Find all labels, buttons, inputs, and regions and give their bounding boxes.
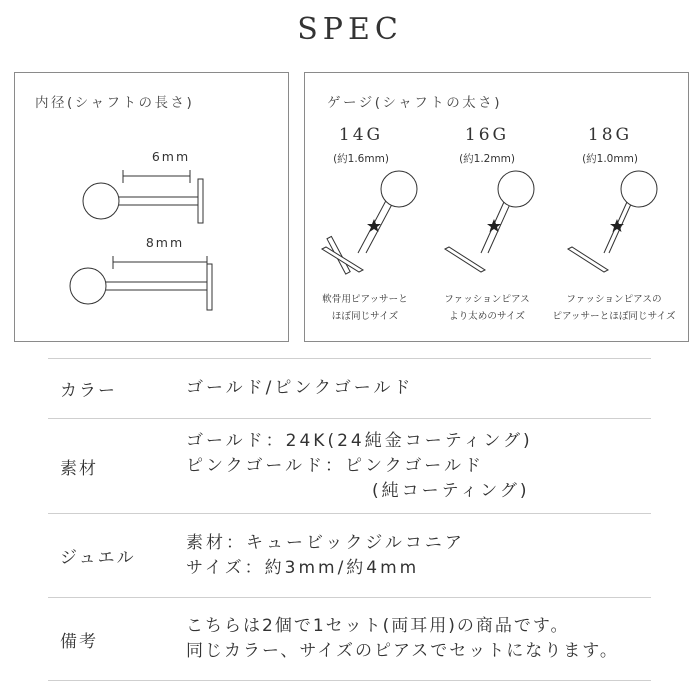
shaft-length-panel bbox=[14, 72, 289, 342]
gauge-mm-16g: (約1.2mm) bbox=[459, 153, 515, 165]
spec-row-material bbox=[48, 418, 651, 513]
spec-row-color bbox=[48, 358, 651, 418]
length-label-6mm: 6mm bbox=[151, 149, 191, 164]
piercing-16g-illustration bbox=[481, 171, 534, 253]
gauge-mm-18g: (約1.0mm) bbox=[582, 153, 638, 165]
spec-value: ゴールド：24K(24純金コーティング) ピンクゴールド：ピンクゴールド (純コーティング) bbox=[186, 430, 533, 501]
gauge-panel bbox=[304, 72, 689, 342]
shaft-length-title: 内径(シャフトの長さ) bbox=[35, 95, 195, 111]
piercing-18g-illustration bbox=[604, 171, 657, 253]
shaft-length-figure bbox=[15, 73, 290, 343]
piercing-8mm-illustration bbox=[70, 256, 212, 310]
spec-label: 備考 bbox=[60, 631, 98, 652]
gauge-name-14g: 14G bbox=[338, 125, 384, 145]
length-label-8mm: 8mm bbox=[145, 235, 185, 250]
gauge-desc-16g: ファッションピアス より太めのサイズ bbox=[444, 294, 530, 322]
gauge-name-18g: 18G bbox=[587, 125, 633, 145]
gauge-title: ゲージ(シャフトの太さ) bbox=[327, 95, 502, 111]
spec-value: 素材：キュービックジルコニア サイズ：約3mm/約4mm bbox=[186, 532, 465, 578]
star-icon bbox=[487, 219, 501, 232]
page-title: SPEC bbox=[297, 12, 403, 47]
spec-label: ジュエル bbox=[60, 548, 136, 568]
gauge-mm-14g: (約1.6mm) bbox=[333, 153, 389, 165]
gauge-name-16g: 16G bbox=[464, 125, 510, 145]
spec-label: 素材 bbox=[60, 458, 98, 479]
gauge-desc-18g: ファッションピアスの ピアッサーとほぼ同じサイズ bbox=[552, 294, 676, 322]
piercing-6mm-illustration bbox=[83, 170, 203, 223]
spec-row-jewel bbox=[48, 513, 651, 597]
spec-value: ゴールド/ピンクゴールド bbox=[186, 378, 414, 398]
spec-label: カラー bbox=[60, 381, 117, 401]
spec-row-notes bbox=[48, 597, 651, 681]
spec-table bbox=[48, 358, 651, 681]
star-icon bbox=[367, 219, 381, 232]
gauge-desc-14g: 軟骨用ピアッサーと ほぼ同じサイズ bbox=[322, 294, 408, 322]
spec-value: こちらは2個で1セット(両耳用)の商品です。 同じカラー、サイズのピアスでセットになります。 bbox=[186, 616, 619, 661]
star-icon bbox=[610, 219, 624, 232]
